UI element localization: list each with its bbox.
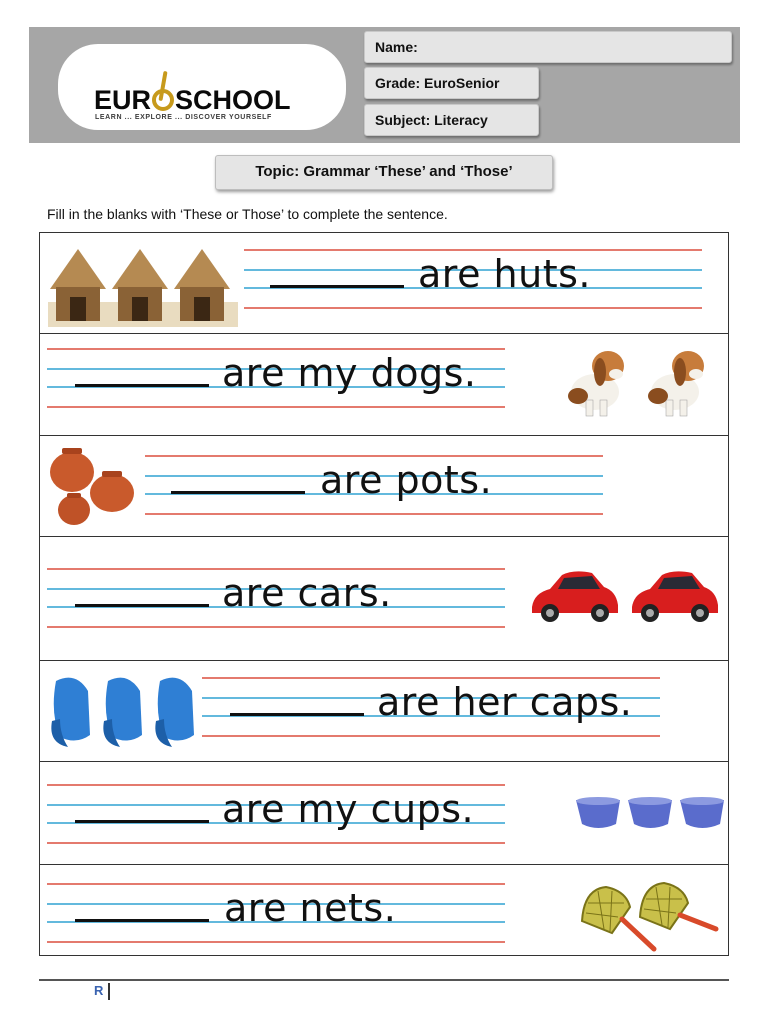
exercise-row xyxy=(40,334,728,436)
cups-icon xyxy=(574,796,728,834)
sentence-text: are her caps. xyxy=(377,680,633,724)
exercise-row xyxy=(40,762,728,865)
logo-emblem-icon xyxy=(152,89,174,111)
answer-blank[interactable] xyxy=(75,820,209,823)
sentence-text: are huts. xyxy=(418,252,591,296)
footer-divider xyxy=(108,983,110,1000)
footer-rule xyxy=(39,979,729,981)
pots-icon xyxy=(46,446,138,528)
sentence-text: are my dogs. xyxy=(222,351,477,395)
nets-icon xyxy=(578,869,724,955)
name-label: Name: xyxy=(375,39,418,55)
grade-label: Grade: EuroSenior xyxy=(375,75,500,91)
logo-wordmark: EUR SCHOOL xyxy=(94,85,291,115)
exercise-row xyxy=(40,233,728,334)
subject-field xyxy=(364,104,539,136)
answer-blank[interactable] xyxy=(75,919,209,922)
exercise-row xyxy=(40,661,728,762)
name-field[interactable] xyxy=(364,31,732,63)
exercise-row xyxy=(40,436,728,537)
exercise-row xyxy=(40,537,728,661)
instructions: Fill in the blanks with ‘These or Those’ to complete the sentence. xyxy=(47,206,448,222)
exercise-row xyxy=(40,865,728,957)
answer-blank[interactable] xyxy=(270,285,404,288)
caps-icon xyxy=(46,673,204,749)
topic-title: Topic: Grammar ‘These’ and ‘Those’ xyxy=(215,155,553,190)
sentence-text: are pots. xyxy=(320,458,493,502)
cars-icon xyxy=(528,567,720,627)
dogs-icon xyxy=(560,344,720,419)
sentence-text: are cars. xyxy=(222,571,392,615)
huts-icon xyxy=(48,247,238,327)
worksheet-table xyxy=(39,232,729,956)
grade-field xyxy=(364,67,539,99)
subject-label: Subject: Literacy xyxy=(375,112,488,128)
answer-blank[interactable] xyxy=(75,604,209,607)
answer-blank[interactable] xyxy=(171,491,305,494)
sentence-text: are my cups. xyxy=(222,787,475,831)
logo-tagline: LEARN ... EXPLORE ... DISCOVER YOURSELF xyxy=(95,114,272,121)
sentence-text: are nets. xyxy=(224,886,397,930)
answer-blank[interactable] xyxy=(75,384,209,387)
answer-blank[interactable] xyxy=(230,713,364,716)
footer-mark: R xyxy=(94,983,104,998)
